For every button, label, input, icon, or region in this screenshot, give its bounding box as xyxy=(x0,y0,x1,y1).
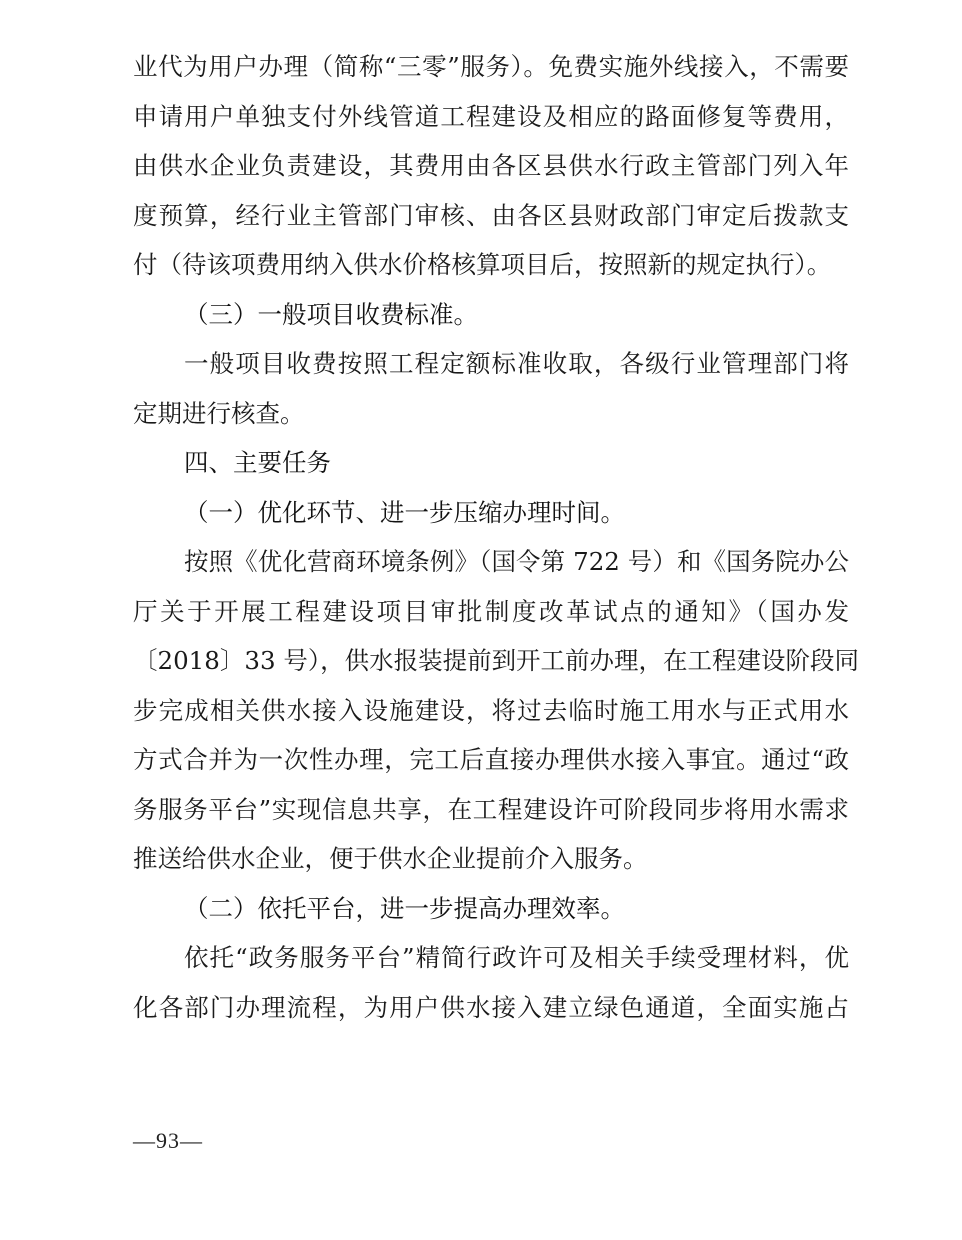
paragraph-three-zero-service xyxy=(133,42,849,290)
text-line: 推送给供水企业，便于供水企业提前介入服务。 xyxy=(133,844,648,873)
section-heading-general-fee-standard: （三）一般项目收费标准。 xyxy=(184,299,478,329)
document-body xyxy=(133,42,860,1032)
paragraph-general-fee xyxy=(133,339,849,438)
text-line: 付（待该项费用纳入供水价格核算项目后，按照新的规定执行）。 xyxy=(133,250,832,279)
text-line: 定期进行核查。 xyxy=(133,398,305,428)
text-line: 方式合并为一次性办理，完工后直接办理供水接入事宜。通过“政 xyxy=(133,745,849,774)
text-line: 厅关于开展工程建设项目审批制度改革试点的通知》（国办发 xyxy=(133,596,849,626)
text-line: 业代为用户办理（简称“三零”服务）。免费实施外线接入，不需要 xyxy=(133,52,849,81)
text-line: 化各部门办理流程，为用户供水接入建立绿色通道，全面实施占 xyxy=(133,992,849,1022)
subsection-heading-rely-on-platform: （二）依托平台，进一步提高办理效率。 xyxy=(184,893,625,923)
text-line: 申请用户单独支付外线管道工程建设及相应的路面修复等费用， xyxy=(133,101,849,131)
section-heading-main-tasks: 四、主要任务 xyxy=(184,448,331,477)
text-line: 度预算，经行业主管部门审核、由各区县财政部门审定后拨款支 xyxy=(133,200,849,230)
text-line: 由供水企业负责建设，其费用由各区县供水行政主管部门列入年 xyxy=(133,151,849,180)
paragraph-optimize-steps xyxy=(133,537,860,884)
text-line: 按照《优化营商环境条例》（国令第 722 号）和《国务院办公 xyxy=(184,547,849,576)
text-line: 步完成相关供水接入设施建设，将过去临时施工用水与正式用水 xyxy=(133,695,849,725)
text-line: 依托“政务服务平台”精简行政许可及相关手续受理材料，优 xyxy=(184,943,849,972)
text-line: 一般项目收费按照工程定额标准收取，各级行业管理部门将 xyxy=(184,349,849,378)
subsection-heading-optimize-steps: （一）优化环节、进一步压缩办理时间。 xyxy=(184,497,625,527)
paragraph-rely-on-platform xyxy=(133,933,849,1032)
text-line: 务服务平台”实现信息共享，在工程建设许可阶段同步将用水需求 xyxy=(133,794,849,824)
text-line: 〔2018〕33 号），供水报装提前到开工前办理，在工程建设阶段同 xyxy=(133,646,860,675)
page-number: —93— xyxy=(133,1128,203,1153)
